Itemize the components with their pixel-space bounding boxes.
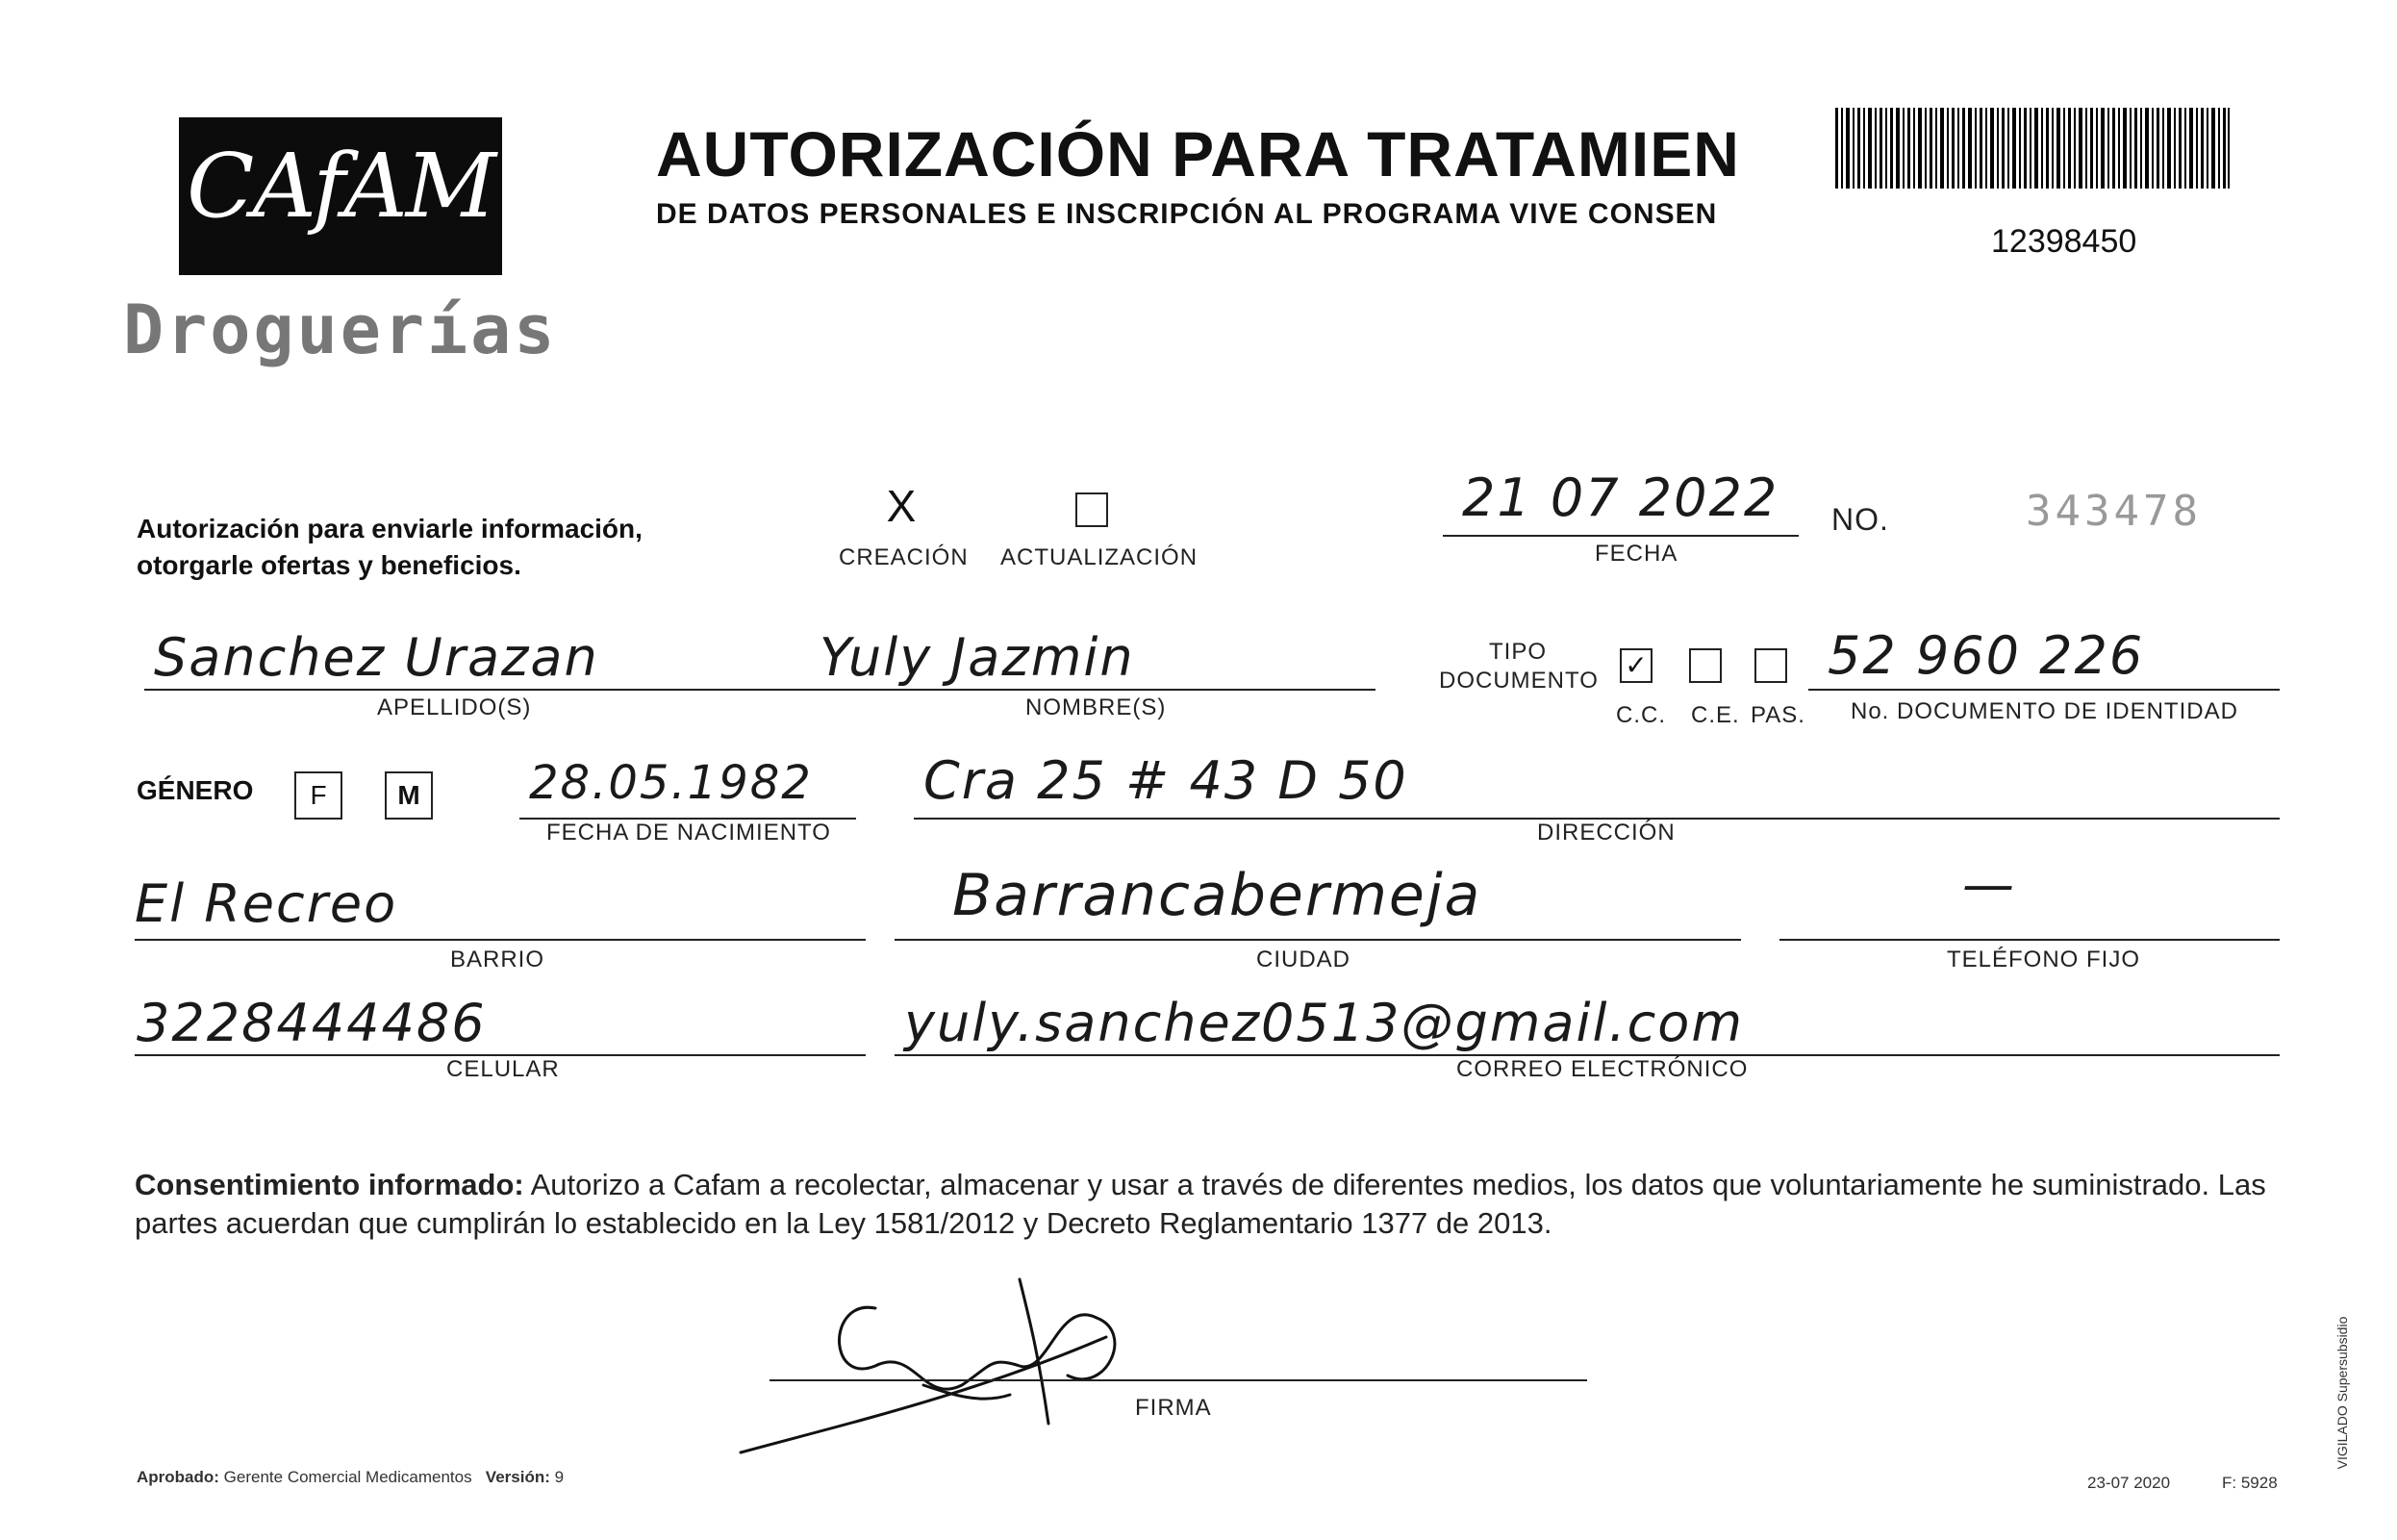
firma-line <box>770 1379 1587 1381</box>
ciudad-line <box>895 939 1741 941</box>
consent-body: Autorizo a Cafam a recolectar, almacenar y usar a través de diferentes medios, los datos que voluntariamente he suministrado. Las partes acuerdan que cumplirán lo establecido en la Ley 1581/2012 y Decreto Reglamentario 1377 de 2013. <box>135 1168 2266 1240</box>
name-line <box>144 689 1375 691</box>
barrio-value: El Recreo <box>135 873 398 934</box>
ciudad-value: Barrancabermeja <box>952 862 1482 929</box>
ciudad-label: CIUDAD <box>1256 947 1351 972</box>
firma-label: FIRMA <box>1135 1395 1212 1421</box>
barcode <box>1835 108 2230 189</box>
direccion-label: DIRECCIÓN <box>1537 820 1676 846</box>
ce-label: C.E. <box>1691 702 1740 728</box>
direccion-value: Cra 25 # 43 D 50 <box>923 750 1408 811</box>
aprobado-label: Aprobado: <box>137 1468 219 1486</box>
barrio-line <box>135 939 866 941</box>
nombres-label: NOMBRE(S) <box>1025 694 1167 720</box>
actualizacion-label: ACTUALIZACIÓN <box>1000 544 1198 570</box>
apellidos-value: Sanchez Urazan <box>154 627 599 688</box>
correo-value: yuly.sanchez0513@gmail.com <box>904 993 1744 1053</box>
form-subtitle: DE DATOS PERSONALES E INSCRIPCIÓN AL PROGRAMA VIVE CONSEN <box>656 198 1718 230</box>
fecha-value: 21 07 2022 <box>1462 467 1779 528</box>
gender-f-label: F <box>310 780 327 810</box>
side-vigilado <box>2328 1279 2351 1520</box>
documento-label: DOCUMENTO <box>1439 668 1599 694</box>
birth-date-label: FECHA DE NACIMIENTO <box>546 820 831 846</box>
genero-label: GÉNERO <box>137 775 254 805</box>
footer-approval <box>137 1468 564 1487</box>
version-label: Versión: <box>485 1468 550 1486</box>
no-value: 343478 <box>2026 487 2202 536</box>
signature <box>731 1241 1231 1462</box>
cafam-logo <box>179 117 502 275</box>
telefono-label: TELÉFONO FIJO <box>1947 947 2141 972</box>
brand-subtitle: Droguerías <box>123 290 558 369</box>
pas-checkbox[interactable] <box>1754 648 1787 683</box>
gender-f-checkbox[interactable] <box>294 771 342 820</box>
doc-number-line <box>1808 689 2280 691</box>
cc-mark: ✓ <box>1625 650 1648 680</box>
consent-paragraph <box>135 1166 2270 1243</box>
barcode-number: 12398450 <box>1991 223 2137 260</box>
birth-date-value: 28.05.1982 <box>529 756 813 810</box>
doc-number-value: 52 960 226 <box>1828 625 2145 686</box>
doc-number-label: No. DOCUMENTO DE IDENTIDAD <box>1851 698 2238 724</box>
fecha-line <box>1443 535 1799 537</box>
fecha-label: FECHA <box>1595 541 1678 567</box>
authorization-text-1: Autorización para enviarle información, <box>137 514 643 543</box>
pas-label: PAS. <box>1751 702 1805 728</box>
side-vigilado-text: VIGILADO Supersubsidio <box>2334 1316 2350 1470</box>
footer-date: 23-07 2020 <box>2087 1474 2171 1492</box>
aprobado-value: Gerente Comercial Medicamentos <box>223 1468 472 1486</box>
authorization-text-2: otorgarle ofertas y beneficios. <box>137 550 521 580</box>
ce-checkbox[interactable] <box>1689 648 1722 683</box>
nombres-value: Yuly Jazmin <box>820 627 1135 688</box>
consent-heading: Consentimiento informado: <box>135 1168 524 1201</box>
actualizacion-checkbox[interactable] <box>1075 492 1108 527</box>
telefono-line <box>1779 939 2280 941</box>
creacion-mark: X <box>886 481 917 531</box>
celular-label: CELULAR <box>446 1056 560 1082</box>
version-value: 9 <box>554 1468 565 1486</box>
barrio-label: BARRIO <box>450 947 545 972</box>
tipo-label: TIPO <box>1489 639 1548 665</box>
no-label: NO. <box>1831 502 1889 537</box>
celular-value: 3228444486 <box>137 993 487 1053</box>
cc-checkbox[interactable] <box>1620 648 1653 683</box>
creacion-label: CREACIÓN <box>839 544 969 570</box>
footer-form-code: F: 5928 <box>2222 1474 2278 1492</box>
apellidos-label: APELLIDO(S) <box>377 694 532 720</box>
correo-label: CORREO ELECTRÓNICO <box>1456 1056 1749 1082</box>
form-title: AUTORIZACIÓN PARA TRATAMIEN <box>656 118 1740 189</box>
telefono-value: — <box>1962 854 2016 915</box>
logo-text: CAfAM <box>187 135 494 238</box>
cc-label: C.C. <box>1616 702 1666 728</box>
gender-m-label: M <box>397 780 420 810</box>
gender-m-checkbox[interactable] <box>385 771 433 820</box>
creacion-checkbox[interactable] <box>885 481 918 531</box>
